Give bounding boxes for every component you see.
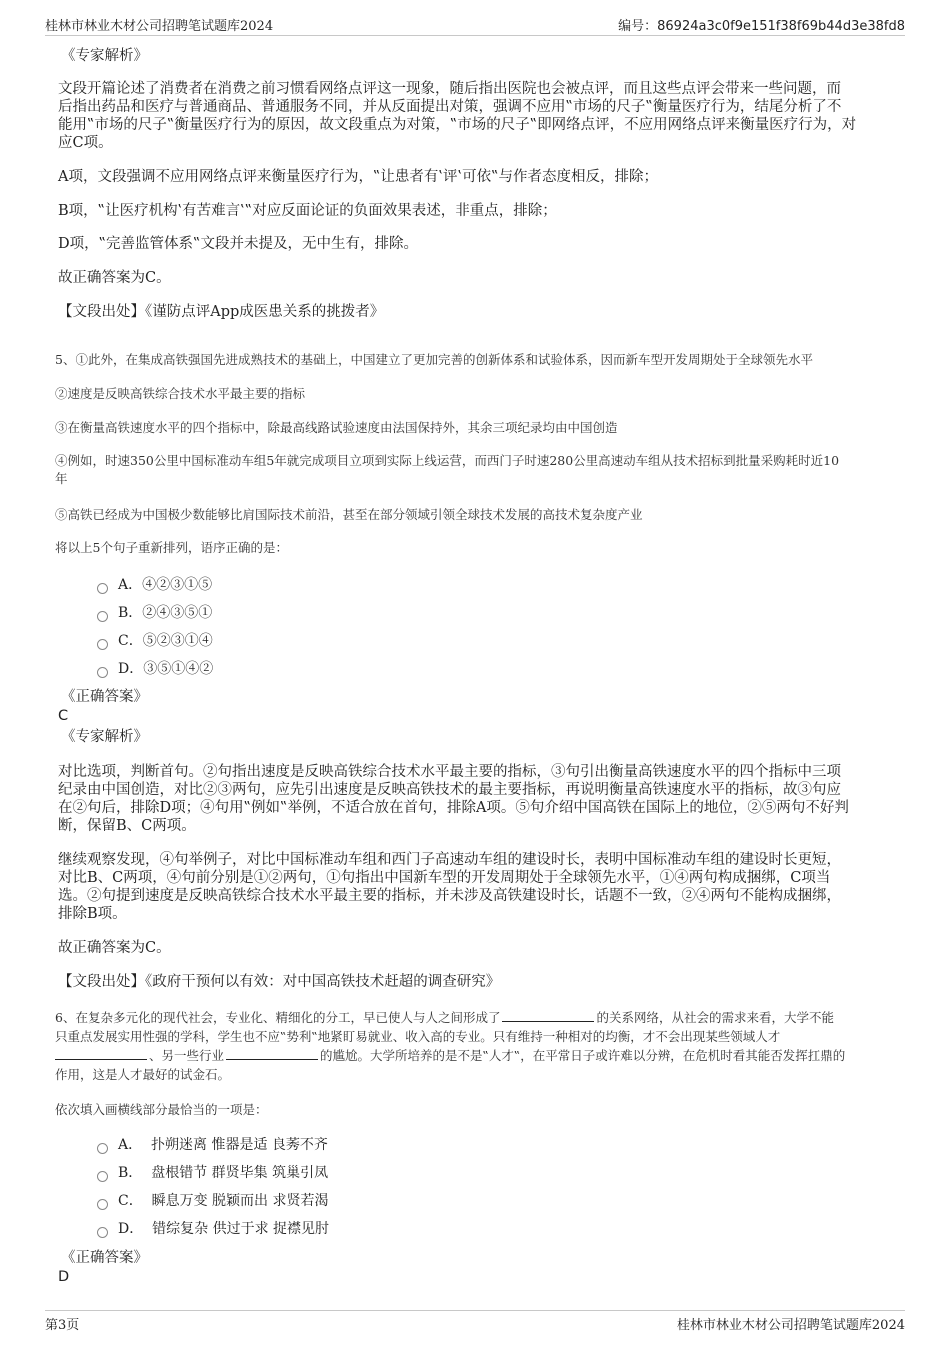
q4-expert-label: 《专家解析》 (61, 48, 148, 64)
q5-option-a-label: A．④②③①⑤ (118, 577, 213, 593)
q6-stem-line-1 (55, 1009, 834, 1026)
q6-option-d-label: D． 错综复杂 供过于求 捉襟见肘 (118, 1221, 330, 1237)
q5-option-d-label: D．③⑤①④② (118, 661, 214, 677)
document-code-label: 编号： (618, 19, 658, 34)
fill-blank-2 (55, 1047, 147, 1060)
footer-title: 桂林市林业木材公司招聘笔试题库2024 (676, 1318, 905, 1333)
q5-para2-line: 继续观察发现，④句举例子，对比中国标准动车组和西门子高速动车组的建设时长，表明中国标准动车组的建设时长更短， (58, 852, 841, 868)
q5-sentence-4-cont: 年 (55, 471, 68, 486)
document-code (618, 15, 905, 34)
q5-para2-line: 选。②句提到速度是反映高铁综合技术水平最主要的指标，并未涉及高铁建设时长，话题不一致，②④两句不能构成捆绑， (58, 888, 841, 904)
header-title: 桂林市林业木材公司招聘笔试题库2024 (45, 19, 274, 34)
radio-icon[interactable] (97, 1199, 108, 1210)
q6-option-d[interactable] (97, 1220, 329, 1238)
q5-sentence-3: ③在衡量高铁速度水平的四个指标中，除最高线路试验速度由法国保持外，其余三项纪录均由中国创造 (55, 420, 618, 435)
q4-option-a-note: A项，文段强调不应用网络点评来衡量医疗行为，‟让患者有‛评‛可依‟与作者态度相反，排除； (58, 169, 659, 185)
q5-sentence-2: ②速度是反映高铁综合技术水平最主要的指标 (55, 386, 306, 401)
q5-option-b-label: B．②④③⑤① (118, 605, 213, 621)
q6-option-c-label: C． 瞬息万变 脱颖而出 求贤若渴 (118, 1193, 329, 1209)
fill-blank-3 (226, 1047, 318, 1060)
q4-source: 【文段出处】《谨防点评App成医患关系的挑拨者》 (58, 304, 385, 320)
q5-option-c[interactable] (97, 632, 213, 650)
q5-option-a[interactable] (97, 576, 212, 594)
q6-stem-text: 6、在复杂多元化的现代社会，专业化、精细化的分工，早已使人与人之间形成了 (55, 1010, 501, 1025)
radio-icon[interactable] (97, 667, 108, 678)
q5-para1-line: 对比选项，判断首句。②句指出速度是反映高铁综合技术水平最主要的指标，③句引出衡量高铁速度水平的四个指标中三项 (58, 764, 841, 780)
q6-option-a-label: A． 扑朔迷离 惟器是适 良莠不齐 (118, 1137, 328, 1153)
q6-stem-text: 的尴尬。大学所培养的是不是‟人才‟，在平常日子或许难以分辨，在危机时看其能否发挥扛鼎的 (320, 1048, 846, 1063)
q6-option-b-label: B． 盘根错节 群贤毕集 筑巢引凤 (118, 1165, 329, 1181)
q6-stem-text: 的关系网络，从社会的需求来看，大学不能 (596, 1010, 834, 1025)
q6-option-b[interactable] (97, 1164, 328, 1182)
q5-option-d[interactable] (97, 660, 213, 678)
q6-stem-line-2: 只重点发展实用性强的学科，学生也不应‟势利‟地紧盯易就业、收入高的专业。只有维持一种相对的均衡，才不会出现某些领域人才 (55, 1029, 781, 1044)
q4-analysis-line: 应C项。 (58, 135, 113, 151)
q6-stem-line-3 (55, 1047, 845, 1064)
q4-analysis-line: 能用‟市场的尺子‟衡量医疗行为的原因，故文段重点为对策，‟市场的尺子‟即网络点评，不应用网络点评来衡量医疗行为，对 (58, 117, 857, 133)
q6-stem-line-4: 作用，这是人才最好的试金石。 (55, 1067, 231, 1082)
footer-divider (45, 1310, 905, 1311)
q4-option-b-note: B项，‟让医疗机构‛有苦难言‛‟对应反面论证的负面效果表述，非重点，排除； (58, 203, 557, 219)
q5-para2-line: 对比B、C两项，④句前分别是①②两句，①句指出中国新车型的开发周期处于全球领先水平，①④两句构成捆绑，C项当 (58, 870, 831, 886)
q5-prompt: 将以上5个句子重新排列，语序正确的是： (55, 540, 288, 555)
q5-stem: 5、①此外，在集成高铁强国先进成熟技术的基础上，中国建立了更加完善的创新体系和试验体系，因而新车型开发周期处于全球领先水平 (55, 352, 813, 367)
q5-expert-label: 《专家解析》 (61, 729, 148, 745)
q6-option-a[interactable] (97, 1136, 328, 1154)
q5-sentence-4: ④例如，时速350公里中国标准动车组5年就完成项目立项到实际上线运营，而西门子时速280公里高速动车组从技术招标到批量采购耗时近10 (55, 453, 840, 468)
q5-para1-line: 断，保留B、C两项。 (58, 818, 196, 834)
q5-source: 【文段出处】《政府干预何以有效：对中国高铁技术赶超的调查研究》 (58, 974, 501, 990)
q5-para1-line: 在②句后，排除D项；④句用‟例如‟举例，不适合放在首句，排除A项。⑤句介绍中国高铁在国际上的地位，②⑤两句不好判 (58, 800, 849, 816)
q6-answer-label: 《正确答案》 (61, 1250, 148, 1266)
q4-option-d-note: D项，‟完善监管体系‟文段并未提及，无中生有，排除。 (58, 236, 418, 252)
radio-icon[interactable] (97, 1171, 108, 1182)
q6-answer: D (58, 1269, 70, 1285)
q5-sentence-5: ⑤高铁已经成为中国极少数能够比肩国际技术前沿，甚至在部分领域引领全球技术发展的高技术复杂度产业 (55, 507, 643, 522)
radio-icon[interactable] (97, 639, 108, 650)
q5-para1-line: 纪录由中国创造，对比②③两句，应先引出速度是反映高铁技术的最主要指标，再说明衡量高铁速度水平的指标，故③句应 (58, 782, 841, 798)
q6-prompt: 依次填入画横线部分最恰当的一项是： (55, 1102, 268, 1117)
radio-icon[interactable] (97, 1227, 108, 1238)
q4-analysis-line: 后指出药品和医疗与普通商品、普通服务不同，并从反面提出对策，强调不应用‟市场的尺子‟衡量医疗行为，结尾分析了不 (58, 99, 842, 115)
q5-answer: C (58, 708, 69, 724)
document-code-value: 86924a3c0f9e151f38f69b44d3e38fd8 (657, 19, 905, 34)
footer-page-number: 第3页 (45, 1318, 80, 1333)
header-divider (45, 35, 905, 36)
q5-conclusion: 故正确答案为C。 (58, 940, 171, 956)
radio-icon[interactable] (97, 611, 108, 622)
q5-option-c-label: C．⑤②③①④ (118, 633, 213, 649)
radio-icon[interactable] (97, 1143, 108, 1154)
q6-stem-text: 、另一些行业 (149, 1048, 225, 1063)
q5-option-b[interactable] (97, 604, 212, 622)
q4-conclusion: 故正确答案为C。 (58, 270, 171, 286)
fill-blank-1 (502, 1009, 594, 1022)
q4-analysis-line: 文段开篇论述了消费者在消费之前习惯看网络点评这一现象，随后指出医院也会被点评，而且这些点评会带来一些问题，而 (58, 81, 841, 97)
q5-answer-label: 《正确答案》 (61, 689, 148, 705)
q5-para2-line: 排除B项。 (58, 906, 127, 922)
radio-icon[interactable] (97, 583, 108, 594)
q6-option-c[interactable] (97, 1192, 329, 1210)
